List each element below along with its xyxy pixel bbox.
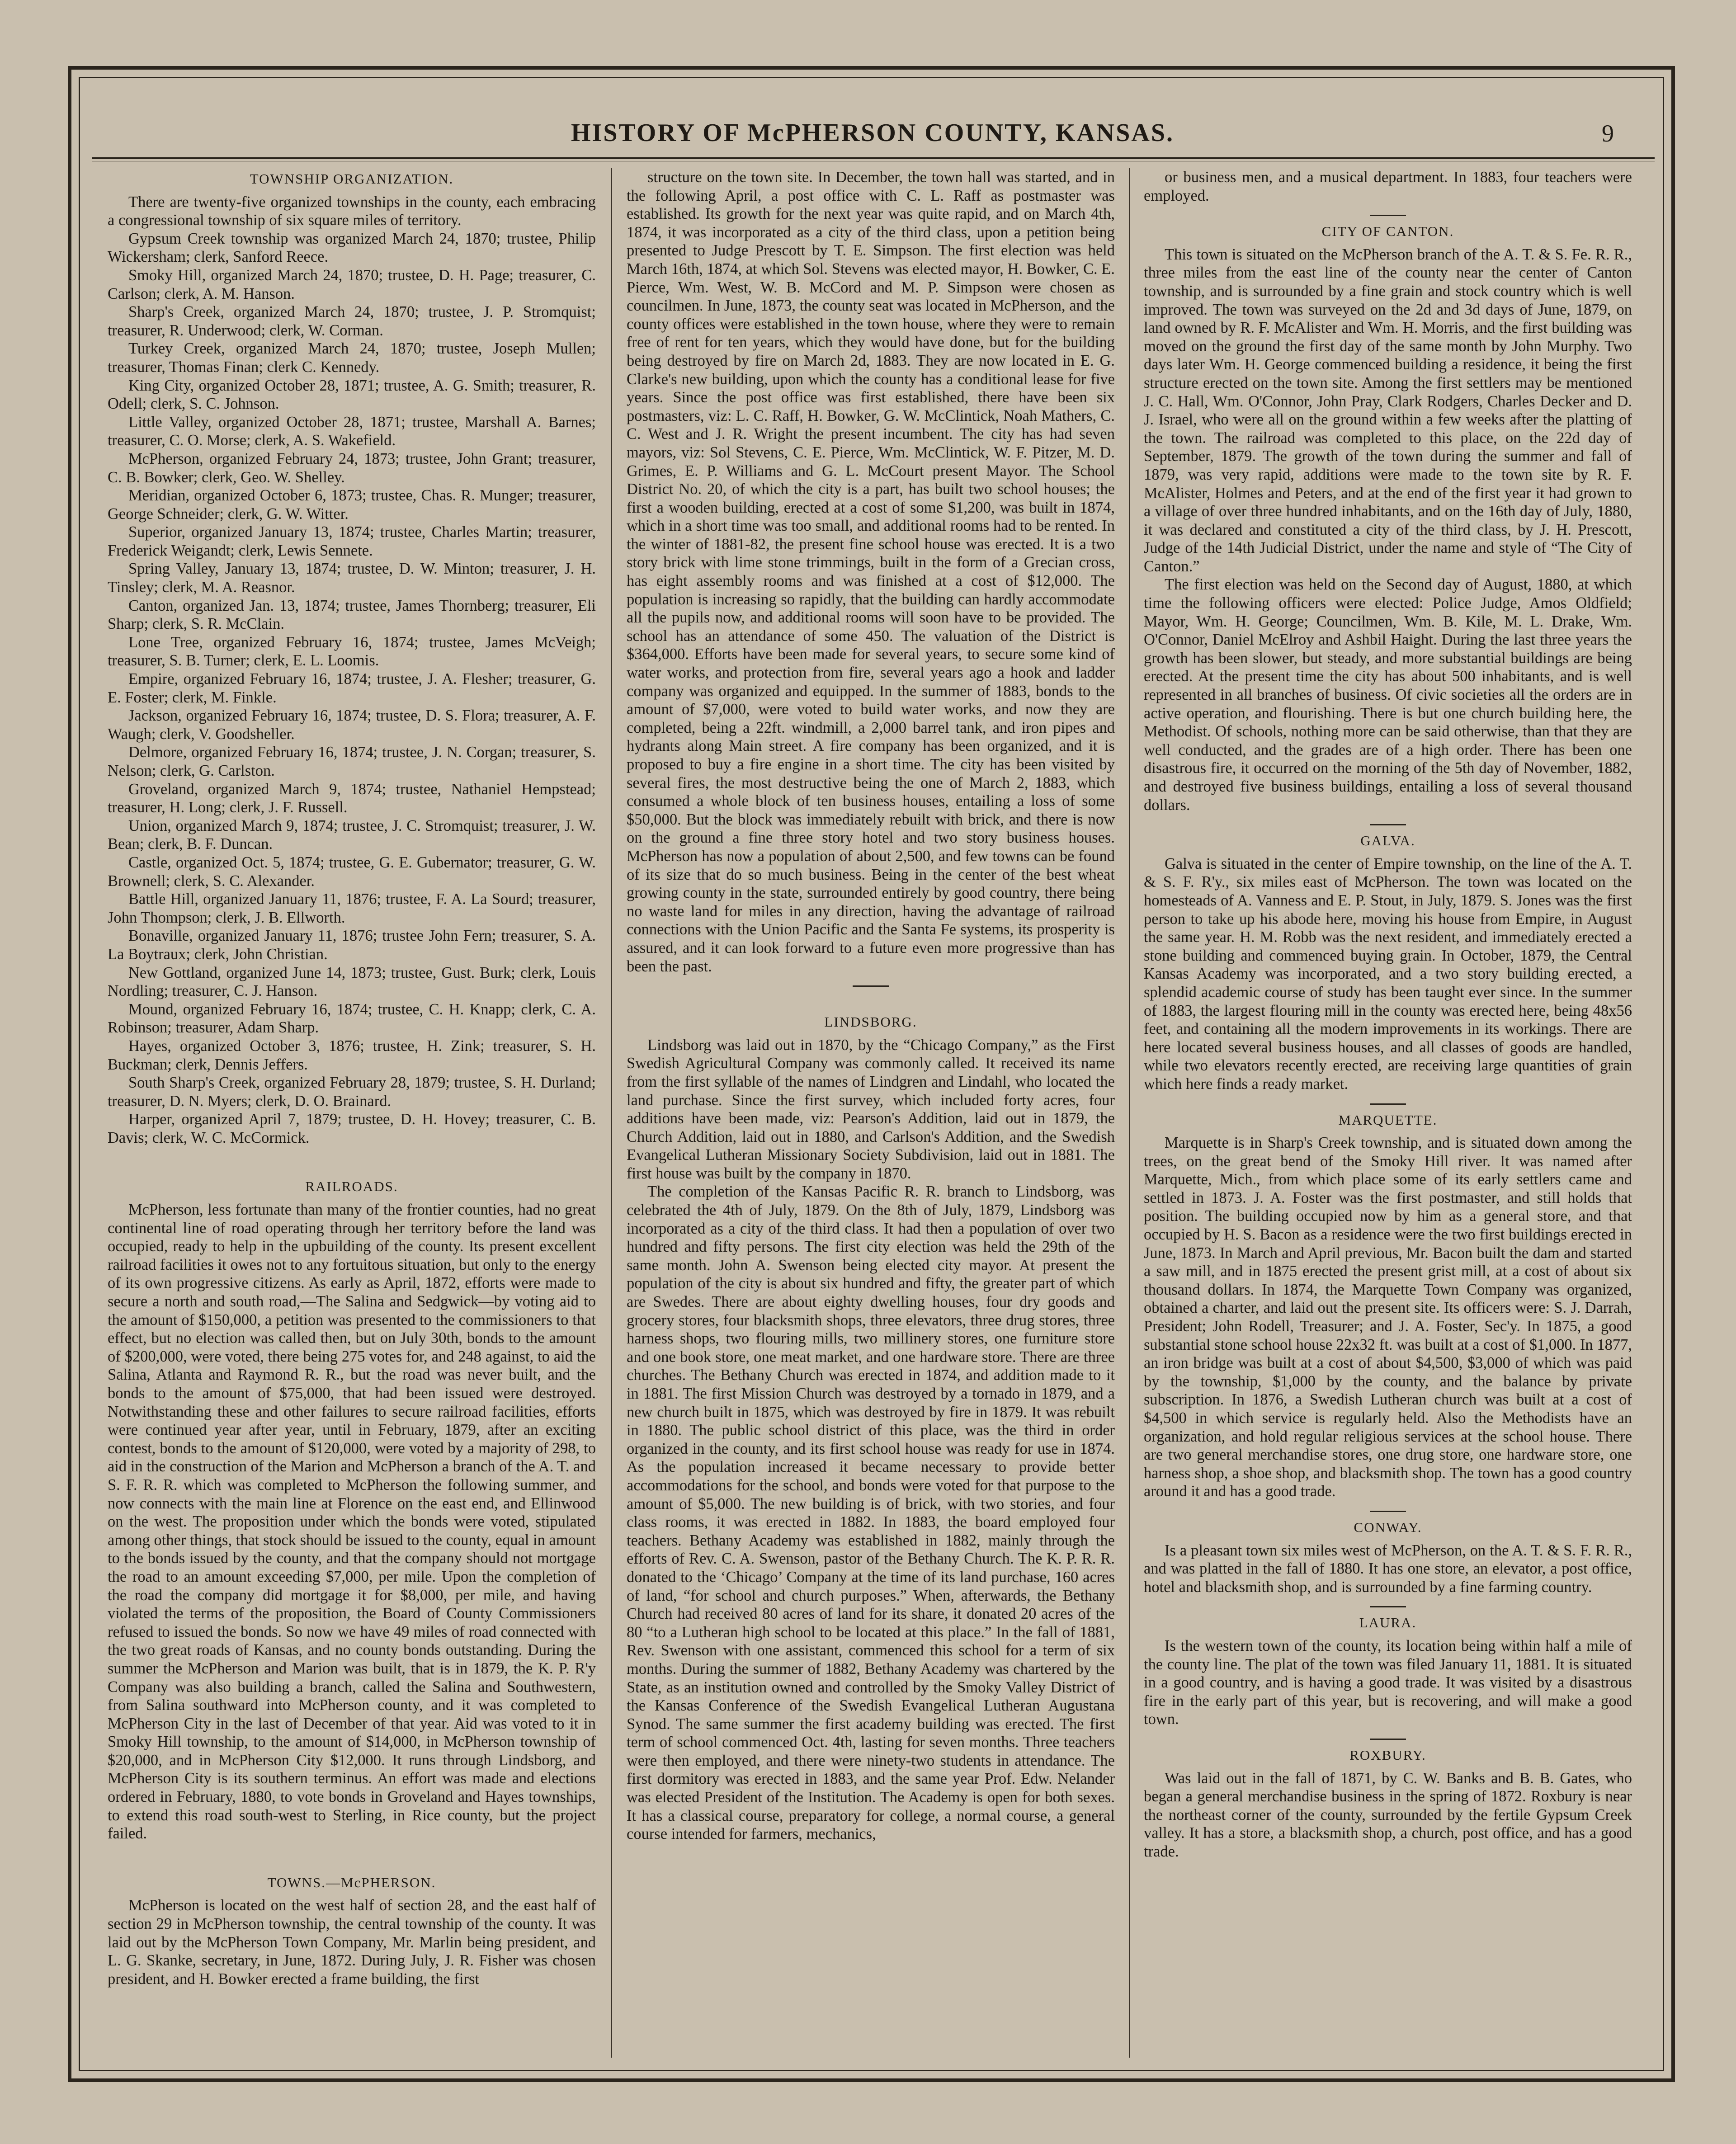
- section-body-railroads: [108, 1201, 596, 1843]
- page-number: 9: [1602, 120, 1614, 147]
- paragraph: Smoky Hill, organized March 24, 1870; trustee, D. H. Page; treasurer, C. Carlson; clerk, A. M. Hanson.: [108, 266, 596, 302]
- paragraph: Delmore, organized February 16, 1874; trustee, J. N. Corgan; treasurer, S. Nelson; clerk, G. Carlston.: [108, 744, 596, 779]
- section-body-canton: [1144, 245, 1632, 814]
- section-heading-canton: CITY OF CANTON.: [1321, 223, 1454, 240]
- paragraph: Groveland, organized March 9, 1874; trustee, Nathaniel Hempstead; treasurer, H. Long; clerk, J. F. Russell.: [108, 780, 596, 816]
- paragraph: South Sharp's Creek, organized February 28, 1879; trustee, S. H. Durland; treasurer, D. N. Myers; clerk, D. O. Brainard.: [108, 1074, 596, 1110]
- paragraph: There are twenty-five organized townships in the county, each embracing a congressional township of six square miles of territory.: [108, 193, 596, 229]
- section-body-township: [108, 193, 596, 1147]
- paragraph: Union, organized March 9, 1874; trustee, J. C. Stromquist; treasurer, J. W. Bean; clerk, B. F. Duncan.: [108, 817, 596, 853]
- page-title: HISTORY OF McPHERSON COUNTY, KANSAS.: [571, 119, 1175, 147]
- paragraph: Little Valley, organized October 28, 1871; trustee, Marshall A. Barnes; treasurer, C. O. Morse; clerk, A. S. Wakefield.: [108, 413, 596, 449]
- section-heading-conway: CONWAY.: [1354, 1519, 1422, 1535]
- section-body-roxbury: [1144, 1769, 1632, 1861]
- column-1: [108, 168, 596, 2058]
- paragraph: or business men, and a musical department. In 1883, four teachers were employed.: [1144, 169, 1632, 204]
- section-heading-galva: GALVA.: [1360, 833, 1415, 849]
- paragraph: Lone Tree, organized February 16, 1874; trustee, James McVeigh; treasurer, S. B. Turner; clerk, E. L. Loomis.: [108, 633, 596, 669]
- section-rule: [1370, 1606, 1406, 1607]
- section-heading-township: TOWNSHIP ORGANIZATION.: [250, 171, 454, 187]
- paragraph: This town is situated on the McPherson branch of the A. T. & S. Fe. R. R., three miles from the east line of the county near the center of Canton township, and is surrounded by a fine grain and stock country which is well improved. The town was surveyed on the 2d and 3d days of June, 1879, on land owned by R. F. McAlister and Wm. H. Morris, and the first building was moved on the ground the first day of the same month by John Murphy. Two days later Wm. H. George commenced building a residence, it being the first structure erected on the town site. Among the first settlers may be mentioned J. C. Hall, Wm. O'Connor, John Pray, Clark Rodgers, Charles Decker and D. J. Israel, who were all on the ground within a few weeks after the platting of the town. The railroad was completed to this place, on the 22d day of September, 1879. The growth of the town during the summer and fall of 1879, was very rapid, additions were made to the town site by R. F. McAlister, Holmes and Peters, and at the end of the first year it had grown to a village of over three hundred inhabitants, and on the 16th day of July, 1880, it was declared and constituted a city of the third class, by J. H. Prescott, Judge of the 14th Judicial District, under the name and style of “The City of Canton.”: [1144, 245, 1632, 575]
- paragraph: King City, organized October 28, 1871; trustee, A. G. Smith; treasurer, R. Odell; clerk, S. C. Johnson.: [108, 377, 596, 413]
- section-rule: [1370, 1103, 1406, 1105]
- section-rule: [1370, 215, 1406, 216]
- section-body-lindsborg: [627, 1036, 1115, 1843]
- column-3: [1144, 168, 1632, 2058]
- section-rule: [1370, 824, 1406, 825]
- paragraph: Superior, organized January 13, 1874; trustee, Charles Martin; treasurer, Frederick Weigandt; clerk, Lewis Sennete.: [108, 523, 596, 559]
- paragraph: New Gottland, organized June 14, 1873; trustee, Gust. Burk; clerk, Louis Nordling; treasurer, C. J. Hanson.: [108, 964, 596, 1000]
- paragraph: Harper, organized April 7, 1879; trustee, D. H. Hovey; treasurer, C. B. Davis; clerk, W. C. McCormick.: [108, 1111, 596, 1146]
- paragraph: Bonaville, organized January 11, 1876; trustee John Fern; treasurer, S. A. La Boytraux; clerk, John Christian.: [108, 927, 596, 963]
- section-heading-lindsborg: LINDSBORG.: [824, 1014, 917, 1030]
- section-body-conway: [1144, 1541, 1632, 1597]
- header-rule: [92, 157, 1655, 161]
- section-rule: [853, 985, 889, 987]
- section-body-lindsborg-continued: [1144, 168, 1632, 205]
- paragraph: Hayes, organized October 3, 1876; trustee, H. Zink; treasurer, S. H. Buckman; clerk, Dennis Jeffers.: [108, 1037, 596, 1073]
- section-body-towns: [108, 1896, 596, 1988]
- paragraph: Castle, organized Oct. 5, 1874; trustee, G. E. Gubernator; treasurer, G. W. Brownell; clerk, S. C. Alexander.: [108, 853, 596, 890]
- column-2: [627, 168, 1115, 2058]
- section-heading-laura: LAURA.: [1359, 1615, 1417, 1631]
- paragraph: McPherson, organized February 24, 1873; trustee, John Grant; treasurer, C. B. Bowker; clerk, Geo. W. Shelley.: [108, 450, 596, 486]
- paragraph: The first election was held on the Second day of August, 1880, at which time the following officers were elected: Police Judge, Amos Oldfield; Mayor, Wm. H. George; Councilmen, Wm. B. Kile, M. L. Drake, Wm. O'Connor, Daniel McElroy and Ashbil Haight. During the last three years the growth has been slower, but steady, and more substantial buildings are being erected. At the present time the city has about 500 inhabitants, and is well represented in all branches of business. Of civic societies all the orders are in active operation, and flourishing. There is but one church building here, the Methodist. Of schools, nothing more can be said otherwise, than that they are well conducted, and the grades are of a high order. There has been one disastrous fire, it occurred on the morning of the 5th day of November, 1882, and destroyed five business buildings, entailing a loss of several thousand dollars.: [1144, 576, 1632, 814]
- section-heading-towns: TOWNS.—McPHERSON.: [267, 1874, 436, 1890]
- section-heading-marquette: MARQUETTE.: [1338, 1112, 1438, 1128]
- paragraph: Sharp's Creek, organized March 24, 1870; trustee, J. P. Stromquist; treasurer, R. Underwood; clerk, W. Corman.: [108, 303, 596, 339]
- paragraph: Empire, organized February 16, 1874; trustee, J. A. Flesher; treasurer, G. E. Foster; clerk, M. Finkle.: [108, 670, 596, 706]
- section-body-mcpherson-continued: [627, 168, 1115, 975]
- page-header: [90, 118, 1655, 159]
- column-divider-1: [611, 168, 612, 2058]
- paragraph: structure on the town site. In December, the town hall was started, and in the following April, a post office with C. L. Raff as postmaster was established. Its growth for the next year was quite rapid, and on March 4th, 1874, it was incorporated as a city of the third class, upon a petition being presented to Judge Prescott by T. E. Simpson. The first election was held March 16th, 1874, at which Sol. Stevens was elected mayor, H. Bowker, C. E. Pierce, Wm. West, W. B. McCord and M. P. Simpson were chosen as councilmen. In June, 1873, the county seat was located in McPherson, and the county offices were established in the town house, where they were to remain free of rent for ten years, which they would have done, but for the building being destroyed by fire on March 2d, 1883. They are now located in E. G. Clarke's new building, upon which the county has a conditional lease for five years. Since the post office was first established, there have been six postmasters, viz: L. C. Raff, H. Bowker, G. W. McClintick, Noah Mathers, C. C. West and J. R. Wright the present incumbent. The city has had seven mayors, viz: Sol Stevens, C. E. Pierce, Wm. McClintick, W. F. Pitzer, M. D. Grimes, E. P. Williams and G. L. McCourt present Mayor. The School District No. 20, of which the city is a part, has built two school houses; the first a wooden building, erected at a cost of some $1,200, was built in 1874, which in a short time was too small, and additional rooms had to be rented. In the winter of 1881-82, the present fine school house was erected. It is a two story brick with lime stone trimmings, built in the form of a Grecian cross, has eight assembly rooms and was finished at a cost of $12,000. The population is increasing so rapidly, that the building can hardly accommodate all the pupils now, and additional rooms will soon have to be provided. The school has an attendance of some 450. The valuation of the District is $364,000. Efforts have been made for several years, to secure some kind of water works, and protection from fire, several years ago a hook and ladder company was organized and equipped. In the summer of 1883, bonds to the amount of $7,000, were voted to build water works, and now they are completed, being a 22ft. windmill, a 2,000 barrel tank, and iron pipes and hydrants along Main street. A fire company has been organized, and it is proposed to buy a fire engine in a short time. The city has been visited by several fires, the most destructive being the one of March 2, 1883, which consumed a whole block of ten business houses, entailing a loss of some $50,000. But the block was immediately rebuilt with brick, and there is now on the ground a fine three story hotel and two story business houses. McPherson has now a population of about 2,500, and few towns can be found of its size that do so much business. Being in the center of the best wheat growing county in the state, surrounded entirely by good country, there being no waste land for miles in any direction, having the advantage of railroad connections with the Union Pacific and the Santa Fe systems, its prosperity is assured, and it can look forward to a future even more progressive than has been the past.: [627, 169, 1115, 975]
- paragraph: Jackson, organized February 16, 1874; trustee, D. S. Flora; treasurer, A. F. Waugh; clerk, V. Goodsheller.: [108, 707, 596, 743]
- section-rule: [1370, 1511, 1406, 1512]
- section-heading-roxbury: ROXBURY.: [1349, 1747, 1426, 1763]
- paragraph: Marquette is in Sharp's Creek township, and is situated down among the trees, on the great bend of the Smoky Hill river. It was named after Marquette, Mich., from which place some of its early settlers came and settled in 1873. J. A. Foster was the first postmaster, and still holds that position. The building occupied now by him as a general store, and that occupied by H. S. Bacon as a residence were the two first buildings erected in June, 1873. In March and April previous, Mr. Bacon built the dam and started a saw mill, and in 1875 erected the present grist mill, at a cost of about six thousand dollars. In 1874, the Marquette Town Company was organized, obtained a charter, and laid out the present site. Its officers were: S. J. Darrah, President; John Rodell, Treasurer; and J. A. Foster, Sec'y. In 1875, a good substantial stone school house 22x32 ft. was built at a cost of $1,000. In 1877, an iron bridge was built at a cost of about $4,500, $3,000 of which was paid by the township, $1,000 by the county, and the balance by private subscription. In 1876, a Swedish Lutheran church was built at a cost of $4,500 in which service is regularly held. Also the Methodists have an organization, and hold regular religious services at the school house. There are two general merchandise stores, one drug store, one hardware store, one harness shop, a shoe shop, and blacksmith shop. The town has a good country around it and has a good trade.: [1144, 1134, 1632, 1500]
- paragraph: The completion of the Kansas Pacific R. R. branch to Lindsborg, was celebrated the 4th of July, 1879. On the 8th of July, 1879, Lindsborg was incorporated as a city of the third class. It had then a population of over two hundred and fifty persons. The first city election was held the 29th of the same month. John A. Swenson being elected city mayor. At present the population of the city is about six hundred and fifty, the greater part of which are Swedes. There are about eighty dwelling houses, four dry goods and grocery stores, four blacksmith shops, three elevators, three drug stores, three harness shops, two flouring mills, two millinery stores, one furniture store and one book store, one meat market, and one hardware store. There are three churches. The Bethany Church was erected in 1874, and addition made to it in 1881. The first Mission Church was destroyed by a tornado in 1879, and a new church built in 1875, which was destroyed by fire in 1879. It was rebuilt in 1880. The public school district of this place, was the third in order organized in the county, and its first school house was ready for use in 1874. As the population increased it became necessary to provide better accommodations for the school, and bonds were voted for that purpose to the amount of $5,000. The new building is of brick, with two stories, and four class rooms, it was erected in 1882. In 1883, the board employed four teachers. Bethany Academy was established in 1882, mainly through the efforts of Rev. C. A. Swenson, pastor of the Bethany Church. The K. P. R. R. donated to the ‘Chicago’ Company at the time of its land purchase, 160 acres of land, “for school and church purposes.” When, afterwards, the Bethany Church had received 80 acres of land for its share, it donated 20 acres of the 80 “to a Lutheran high school to be located at this place.” In the fall of 1881, Rev. Swenson with one assistant, commenced this school for a term of six months. During the summer of 1882, Bethany Academy was chartered by the State, as an institution owned and controlled by the Smoky Valley District of the Kansas Conference of the Swedish Evangelical Lutheran Augustana Synod. The same summer the first academy building was erected. The first term of school commenced Oct. 4th, lasting for seven months. Three teachers were then employed, and there were ninety-two students in attendance. The first dormitory was erected in 1883, and the same year Prof. Edw. Nelander was elected President of the Institution. The Academy is open for both sexes. It has a classical course, preparatory for college, a normal course, a general course intended for farmers, mechanics,: [627, 1183, 1115, 1843]
- section-body-laura: [1144, 1637, 1632, 1729]
- section-body-marquette: [1144, 1134, 1632, 1501]
- paragraph: Lindsborg was laid out in 1870, by the “Chicago Company,” as the First Swedish Agricultural Company was commonly called. It received its name from the first syllable of the names of Lindgren and Lindahl, who located the land purchase. Since the first survey, which included forty acres, four additions have been made, viz: Pearson's Addition, laid out in 1879, the Church Addition, laid out in 1880, and Carlson's Addition, and the Swedish Evangelical Lutheran Missionary Society Subdivision, laid out in 1881. The first house was built by the company in 1870.: [627, 1036, 1115, 1182]
- paragraph: Galva is situated in the center of Empire township, on the line of the A. T. & S. F. R'y., six miles east of McPherson. The town was located on the homesteads of A. Vanness and E. P. Stout, in July, 1879. S. Jones was the first person to take up his abode here, moving his house from Empire, in August the same year. H. M. Robb was the next resident, and immediately erected a stone building and commenced buying grain. In October, 1879, the Central Kansas Academy was incorporated, and a two story building erected, a splendid academic course of study has been taught ever since. In the summer of 1883, the largest flouring mill in the county was erected here, being 48x56 feet, and containing all the modern improvements in its workings. There are here located several business houses, and all classes of goods are handled, while two elevators recently erected, are receiving large quantities of grain which here finds a ready market.: [1144, 855, 1632, 1093]
- paragraph: Canton, organized Jan. 13, 1874; trustee, James Thornberg; treasurer, Eli Sharp; clerk, S. R. McClain.: [108, 597, 596, 633]
- section-rule: [1370, 1739, 1406, 1740]
- section-body-galva: [1144, 855, 1632, 1093]
- paragraph: Is the western town of the county, its location being within half a mile of the county line. The plat of the town was filed January 11, 1881. It is situated in a good country, and is having a good trade. It was visited by a disastrous fire in the early part of this year, but is recovering, and will make a good town.: [1144, 1637, 1632, 1728]
- paragraph: Battle Hill, organized January 11, 1876; trustee, F. A. La Sourd; treasurer, John Thompson; clerk, J. B. Ellworth.: [108, 891, 596, 926]
- paragraph: Is a pleasant town six miles west of McPherson, on the A. T. & S. F. R. R., and was platted in the fall of 1880. It has one store, an elevator, a post office, hotel and blacksmith shop, and is surrounded by a fine farming country.: [1144, 1541, 1632, 1596]
- paragraph: McPherson, less fortunate than many of the frontier counties, had no great continental line of road operating through her territory before the land was occupied, ready to help in the upbuilding of the county. Its present excellent railroad facilities it owes not to any fortuitous situation, but only to the energy of its own progressive citizens. As early as April, 1872, efforts were made to secure a north and south road,—The Salina and Sedgwick—by voting aid to the amount of $150,000, a petition was presented to the commissioners to that effect, but no election was called then, but on July 30th, bonds to the amount of $200,000, were voted, there being 275 votes for, and 248 against, to aid the Salina, Atlanta and Raymond R. R., but the road was never built, and the bonds to the amount of $75,000, that had been issued were destroyed. Notwithstanding these and other failures to secure railroad facilities, efforts were continued year after year, until in February, 1879, after an exciting contest, bonds to the amount of $120,000, were voted by a majority of 298, to aid in the construction of the Marion and McPherson a branch of the A. T. and S. F. R. R. which was completed to McPherson the following summer, and now connects with the main line at Florence on the east end, and Ellinwood on the west. The proposition under which the bonds were voted, stipulated among other things, that stock should be issued to the county, equal in amount to the bonds issued by the county, and that the company should not mortgage the road to an amount exceeding $7,000, per mile. Upon the completion of the road the company did mortgage it for $8,000, per mile, and having violated the terms of the proposition, the Board of County Commissioners refused to issued the bonds. So now we have 49 miles of road connected with the two great roads of Kansas, and no county bonds outstanding. During the summer the McPherson and Marion was built, that is in 1879, the K. P. R'y Company was also building a branch, called the Salina and Southwestern, from Salina southward into McPherson county, and it was completed to McPherson City in the last of December of that year. Aid was voted to it in Smoky Hill township, to the amount of $14,000, in McPherson township of $20,000, and in McPherson City $12,000. It runs through Lindsborg, and McPherson City is its southern terminus. An effort was made and elections ordered in February, 1880, to vote bonds in Groveland and Hayes townships, to extend this road south-west to Sterling, in Rice county, but the project failed.: [108, 1201, 596, 1842]
- paragraph: Was laid out in the fall of 1871, by C. W. Banks and B. B. Gates, who began a general merchandise business in the spring of 1872. Roxbury is near the northeast corner of the county, surrounded by the fertile Gypsum Creek valley. It has a store, a blacksmith shop, a church, post office, and has a good trade.: [1144, 1769, 1632, 1860]
- paragraph: Gypsum Creek township was organized March 24, 1870; trustee, Philip Wickersham; clerk, Sanford Reece.: [108, 230, 596, 266]
- paragraph: Turkey Creek, organized March 24, 1870; trustee, Joseph Mullen; treasurer, Thomas Finan; clerk C. Kennedy.: [108, 340, 596, 376]
- section-heading-railroads: RAILROADS.: [305, 1178, 398, 1195]
- paragraph: Meridian, organized October 6, 1873; trustee, Chas. R. Munger; treasurer, George Schneider; clerk, G. W. Witter.: [108, 487, 596, 523]
- column-divider-2: [1129, 168, 1130, 2058]
- paragraph: Mound, organized February 16, 1874; trustee, C. H. Knapp; clerk, C. A. Robinson; treasurer, Adam Sharp.: [108, 1000, 596, 1037]
- paragraph: Spring Valley, January 13, 1874; trustee, D. W. Minton; treasurer, J. H. Tinsley; clerk, M. A. Reasnor.: [108, 560, 596, 596]
- paragraph: McPherson is located on the west half of section 28, and the east half of section 29 in McPherson township, the central township of the county. It was laid out by the McPherson Town Company, Mr. Marlin being president, and L. G. Skanke, secretary, in June, 1872. During July, J. R. Fisher was chosen president, and H. Bowker erected a frame building, the first: [108, 1897, 596, 1988]
